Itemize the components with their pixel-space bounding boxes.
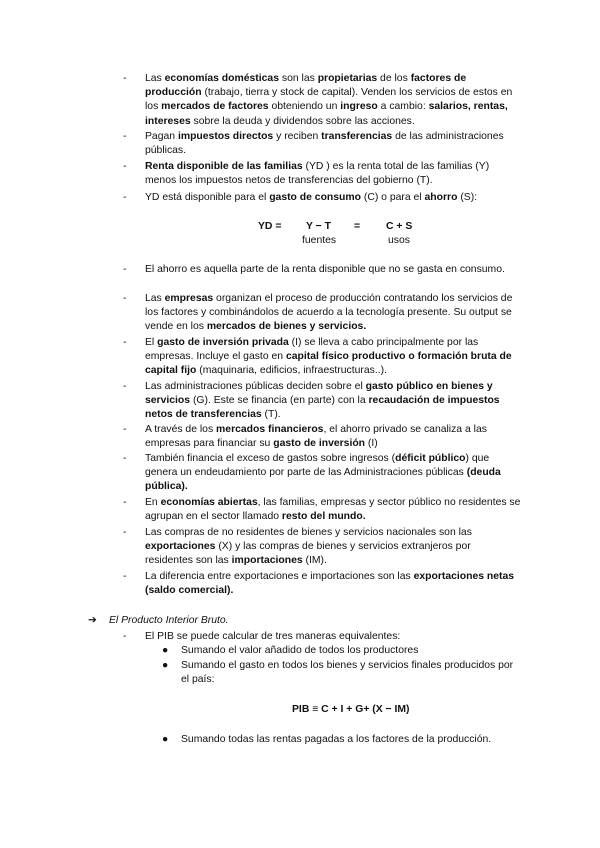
text-run: obteniendo un <box>268 101 341 113</box>
text-run: son las <box>278 73 318 84</box>
text-run: sobre la deuda y dividendos sobre las acciones. <box>190 115 415 127</box>
text-run: El ahorro es aquella parte de la renta disponible que no se gasta en consumo. <box>145 264 505 275</box>
rich-text <box>145 263 521 277</box>
bold-text: recaudación de impuestos netos de transferencias <box>145 395 500 421</box>
bullet-text: Sumando el gasto en todos los bienes y servicios finales producidos por el país: <box>181 660 514 686</box>
bold-text: mercados de bienes y servicios. <box>206 321 367 333</box>
rich-text <box>145 496 521 524</box>
rich-text <box>145 380 521 423</box>
text-run: Las compras de no residentes de bienes y servicios nacionales son las <box>145 527 472 538</box>
text-run: (S): <box>457 192 478 203</box>
bold-text: impuestos directos <box>177 131 274 142</box>
text-run: Las administraciones públicas deciden sobre el <box>145 381 366 392</box>
bold-text: mercados de factores <box>161 101 269 113</box>
list-item <box>123 380 521 423</box>
bold-text: gasto de inversión <box>273 438 366 450</box>
text-run: (G). Este se financia (en parte) con la <box>190 395 369 407</box>
rich-text <box>145 452 521 495</box>
list-item <box>123 191 521 205</box>
text-run: (X) y las compras de bienes y servicios extranjeros por residentes son las <box>145 541 471 567</box>
bold-text: transferencias <box>321 131 393 142</box>
bold-text: resto del mundo. <box>281 511 366 523</box>
dash-bullet: - <box>123 527 127 538</box>
bullet-text: Sumando todas las rentas pagadas a los factores de la producción. <box>181 734 492 745</box>
text-run: a cambio: <box>377 101 429 113</box>
dash-bullet: - <box>123 293 127 304</box>
dash-bullet: - <box>123 497 127 508</box>
pib-intro: El PIB se puede calcular de tres maneras equivalentes: <box>145 631 401 642</box>
list-item <box>123 263 521 277</box>
bullet-item <box>162 659 522 687</box>
dash-bullet: - <box>123 264 127 275</box>
text-run: de los <box>377 73 411 84</box>
text-run: (trabajo, tierra y stock de capital). Venden los servicios de estos en los <box>145 87 513 113</box>
list-item <box>123 570 521 598</box>
text-run: (C) o para el <box>360 192 425 203</box>
text-run: También financia el exceso de gastos sobre ingresos ( <box>145 453 396 464</box>
section-title: El Producto Interior Bruto. <box>109 615 229 626</box>
bold-text: ingreso <box>340 101 378 113</box>
bold-text: importaciones <box>231 555 303 567</box>
dash-bullet: - <box>123 453 127 464</box>
text-run: Las <box>145 293 165 304</box>
bold-text: empresas <box>164 293 214 304</box>
bullet-item <box>162 733 522 747</box>
text-run: La diferencia entre exportaciones e importaciones son las <box>145 571 414 582</box>
bold-text: déficit público <box>395 453 466 464</box>
bold-text: economías abiertas <box>160 497 258 508</box>
text-run: (maquinaria, edificios, infraestructuras..). <box>196 365 387 377</box>
rich-text <box>145 526 521 569</box>
text-run: , el ahorro privado se canaliza a las empresas para financiar su <box>145 424 487 450</box>
text-run: (I) <box>365 438 378 450</box>
dash-bullet: - <box>123 631 127 642</box>
list-item <box>123 452 521 495</box>
list-item <box>123 336 521 379</box>
bold-text: factores de producción <box>145 73 467 99</box>
formula-yd: YD = <box>258 221 282 232</box>
text-run: El <box>145 337 158 348</box>
text-run: y reciben <box>273 131 322 142</box>
rich-text <box>145 570 521 598</box>
bold-text: Renta disponible de las familias <box>145 161 303 172</box>
rich-text <box>145 191 521 205</box>
dash-bullet: - <box>123 131 127 142</box>
dash-bullet: - <box>123 571 127 582</box>
list-item <box>123 496 521 524</box>
text-run: organizan el proceso de producción contratando los servicios de los factores y combinándolos de acuerdo a la tecnología presente. Su output se vende en los <box>145 293 513 333</box>
dash-bullet: - <box>123 381 127 392</box>
text-run: A través de los <box>145 424 217 435</box>
list-item <box>123 630 521 644</box>
bold-text: mercados financieros <box>216 424 324 435</box>
dash-bullet: - <box>123 73 127 84</box>
dot-bullet: ● <box>162 734 169 745</box>
bold-text: gasto de consumo <box>269 192 361 203</box>
list-item <box>123 526 521 569</box>
bold-text: (deuda pública). <box>145 467 501 493</box>
dash-bullet: - <box>123 161 127 172</box>
rich-text <box>145 130 521 158</box>
formula-y-minus-t: Y − T <box>306 221 331 232</box>
list-item <box>123 130 521 158</box>
bold-text: exportaciones <box>145 541 216 553</box>
formula-pib: PIB ≡ C + I + G+ (X − IM) <box>292 704 410 715</box>
rich-text <box>145 336 521 379</box>
bold-text: ahorro <box>424 192 458 203</box>
list-item <box>123 160 521 188</box>
formula-equals: = <box>354 221 361 232</box>
list-item <box>123 423 521 451</box>
bold-text: salarios, rentas, intereses <box>145 101 508 127</box>
text-run: En <box>145 497 161 508</box>
dash-bullet: - <box>123 337 127 348</box>
text-run: , las familias, empresas y sector público no residentes se agrupan en el sector llamado <box>145 497 521 523</box>
dash-bullet: - <box>123 424 127 435</box>
text-run: (I) se lleva a cabo principalmente por las empresas. Incluye el gasto en <box>145 337 479 363</box>
dot-bullet: ● <box>162 645 169 656</box>
list-item <box>123 292 521 335</box>
text-run: Pagan <box>145 131 178 142</box>
rich-text <box>145 160 521 188</box>
dash-bullet: - <box>123 192 127 203</box>
bold-text: gasto de inversión privada <box>157 337 289 348</box>
bullet-text: Sumando el valor añadido de todos los productores <box>181 645 419 656</box>
rich-text <box>145 72 521 129</box>
list-item <box>123 72 521 129</box>
text-run: (IM). <box>302 555 327 567</box>
text-run: (YD ) es la renta total de las familias (Y) menos los impuestos netos de transferencias del gobierno (T). <box>145 161 490 187</box>
text-run: ) que genera un endeudamiento por parte de las Administraciones públicas <box>145 453 490 479</box>
bold-text: exportaciones netas (saldo comercial). <box>145 571 515 597</box>
formula-c-plus-s: C + S <box>386 221 413 232</box>
text-run: YD está disponible para el <box>145 192 270 203</box>
label-usos: usos <box>388 235 410 246</box>
label-fuentes: fuentes <box>302 235 337 246</box>
bold-text: capital físico productivo o formación bruta de capital fijo <box>145 351 512 377</box>
bold-text: propietarias <box>317 73 378 84</box>
rich-text <box>145 292 521 335</box>
bold-text: economías domésticas <box>164 73 279 84</box>
rich-text <box>145 423 521 451</box>
text-run: de las administraciones públicas. <box>145 131 504 157</box>
bold-text: gasto público en bienes y servicios <box>145 381 493 407</box>
text-run: Las <box>145 73 165 84</box>
arrow-icon: ➔ <box>88 615 97 626</box>
dot-bullet: ● <box>162 660 169 671</box>
bullet-item <box>162 644 522 658</box>
text-run: (T). <box>261 409 281 421</box>
